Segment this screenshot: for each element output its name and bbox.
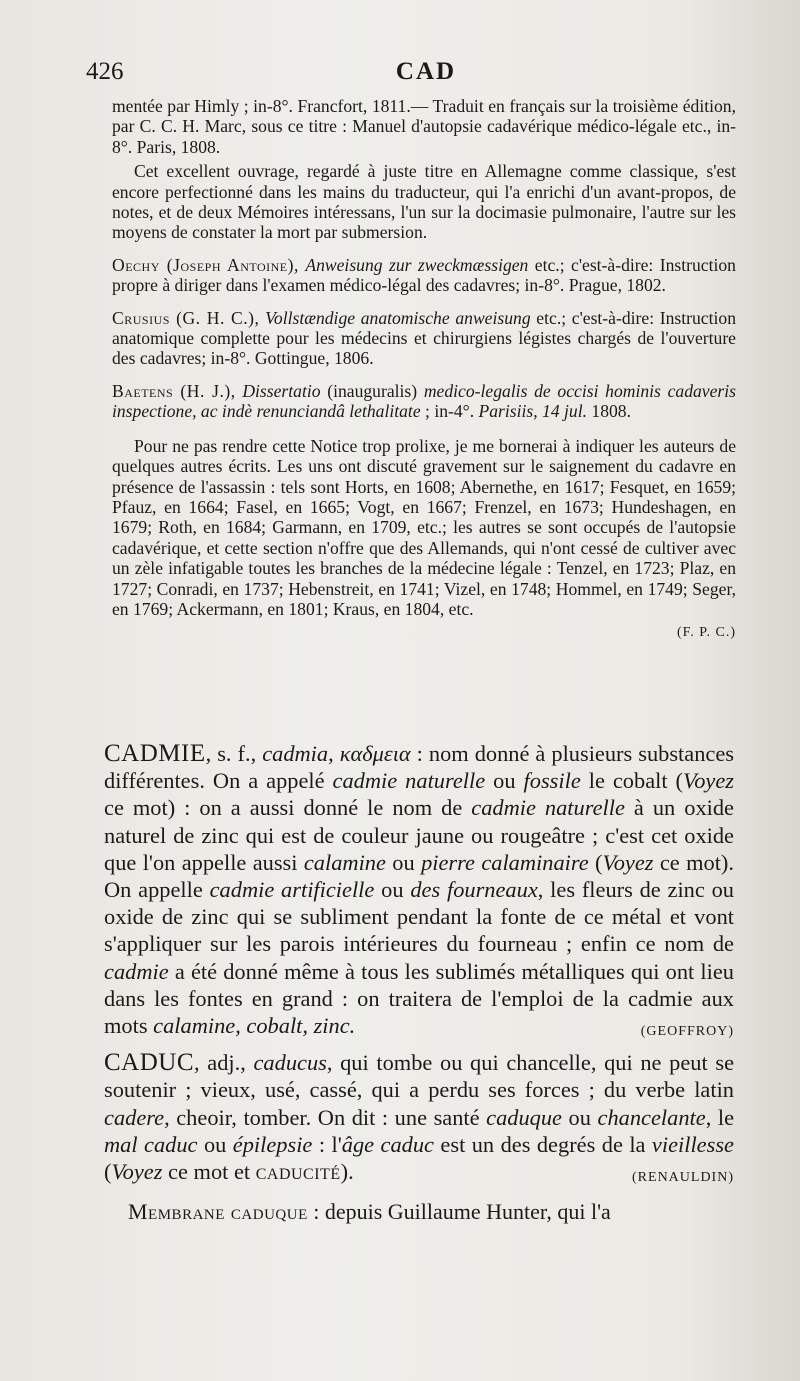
bib-entry-oechy	[112, 255, 736, 296]
headword-caduc: CADUC	[104, 1049, 195, 1077]
subentry-text: : depuis Guillaume Hunter, qui l'a	[307, 1199, 611, 1224]
entry-cadmie: CADMIE, s. f., cadmia, καδμεια : nom donné à plusieurs substances différentes. On a appelé cadmie naturelle ou fossile le cobalt (Voyez ce mot) : on a aussi donné le nom de cadmie naturelle à un oxide naturel de zinc qui est de couleur jaune ou rougeâtre ; c'est cet oxide que l'on appelle aussi calamine ou pierre calaminaire (Voyez ce mot). On appelle cadmie artificielle ou des fourneaux, les fleurs de zinc ou oxide de zinc qui se subliment pendant la fonte de ce métal et vont s'appliquer sur les parois intérieures du fourneau ; enfin ce nom de cadmie a été donné même à tous les sublimés métalliques qui ont lieu dans les fontes en grand : on traitera de l'emploi de la cadmie aux mots calamine, cobalt, zinc. (GEOFFROY)	[104, 740, 734, 1039]
bib-title: Vollstændige anatomische anweisung	[265, 307, 531, 328]
entries	[104, 740, 734, 1191]
bib-format: ; in-4°.	[420, 401, 479, 422]
commentary-paragraph: Cet excellent ouvrage, regardé à juste titre en Allemagne comme classique, s'est encore perfectionné dans les mains du traducteur, qui l'a enrichi d'un avant-propos, de notes, et de deux Mémoires intéressans, l'un sur la docimasie pulmonaire, l'autre sur les moyens de constater la mort par submersion.	[112, 161, 736, 243]
bib-title-note: (inauguralis)	[320, 380, 424, 401]
headword-cadmie: CADMIE	[104, 740, 206, 767]
bib-details: etc.; c'est-à-dire: Instruction anatomique complette pour les médecins et chirurgiens légistes chargés de l'ouverture des cadavres; in-8°. Gottingue, 1806.	[112, 307, 736, 369]
membrane-caduque-line	[128, 1198, 734, 1225]
bib-title: Anweisung zur zweckmæssigen	[305, 254, 529, 275]
continuation-paragraph: mentée par Himly ; in-8°. Francfort, 1811.— Traduit en français sur la troisième édition, par C. C. H. Marc, sous ce titre : Manuel d'autopsie cadavérique médico-légale etc., in-8°. Paris, 1808.	[112, 96, 736, 157]
bib-title: Dissertatio	[242, 380, 321, 401]
authors-paragraph: Pour ne pas rendre cette Notice trop prolixe, je me bornerai à indiquer les auteurs de quelques autres écrits. Les uns ont discuté gravement sur le saignement du cadavre en présence de l'assassin : tels sont Horts, en 1608; Abernethe, en 1617; Fesquet, en 1659; Pfauz, en 1664; Fasel, en 1665; Vogt, en 1667; Frenzel, en 1673; Hundeshagen, en 1679; Roth, en 1684; Garmann, en 1709, etc.; les autres se sont occupés de l'autopsie cadavérique, et cette section n'offre que des Allemands, qui n'ont cessé de cultiver avec un zèle infatigable toutes les branches de la médecine légale : Tenzel, en 1723; Plaz, en 1727; Conradi, en 1737; Hebenstreit, en 1741; Vizel, en 1748; Hommel, en 1749; Seger, en 1769; Ackermann, en 1801; Kraus, en 1804, etc.	[112, 435, 736, 619]
bib-author: Crusius (G. H. C.),	[112, 307, 260, 328]
running-head: CAD	[395, 58, 457, 85]
bib-author: Baetens (H. J.),	[112, 380, 236, 401]
bib-author: Oechy (Joseph Antoine),	[112, 254, 299, 275]
entry-caduc: CADUC, adj., caducus, qui tombe ou qui chancelle, qui ne peut se soutenir ; vieux, usé, cassé, qui a perdu ses forces ; du verbe latin cadere, cheoir, tomber. On dit : une santé caduque ou chancelante, le mal caduc ou épilepsie : l'âge caduc est un des degrés de la vieillesse (Voyez ce mot et caducité). (RENAULDIN)	[104, 1049, 734, 1185]
signature-fpc: (F. P. C.)	[676, 625, 736, 641]
bib-year: 1808.	[587, 401, 631, 422]
page-header	[86, 58, 766, 90]
notice-continuation	[112, 96, 736, 644]
bib-entry-crusius	[112, 308, 736, 369]
bib-entry-baetens	[112, 381, 736, 422]
bib-place: Parisiis, 14 jul.	[478, 401, 588, 422]
signature-renauldin: (RENAULDIN)	[632, 1170, 734, 1186]
page-number: 426	[86, 58, 124, 85]
bib-title-cont: medico-legalis de occisi hominis cadaveris inspectione, ac indè renunciandâ lethalitate	[112, 380, 736, 422]
greek-word: καδμεια	[339, 741, 411, 766]
subentry-term: Membrane caduque	[128, 1199, 308, 1224]
signature-geoffroy: (GEOFFROY)	[640, 1024, 734, 1040]
bib-details: etc.; c'est-à-dire: Instruction propre à diriger dans l'examen médico-légal des cadavres; in-8°. Prague, 1802.	[112, 254, 736, 296]
